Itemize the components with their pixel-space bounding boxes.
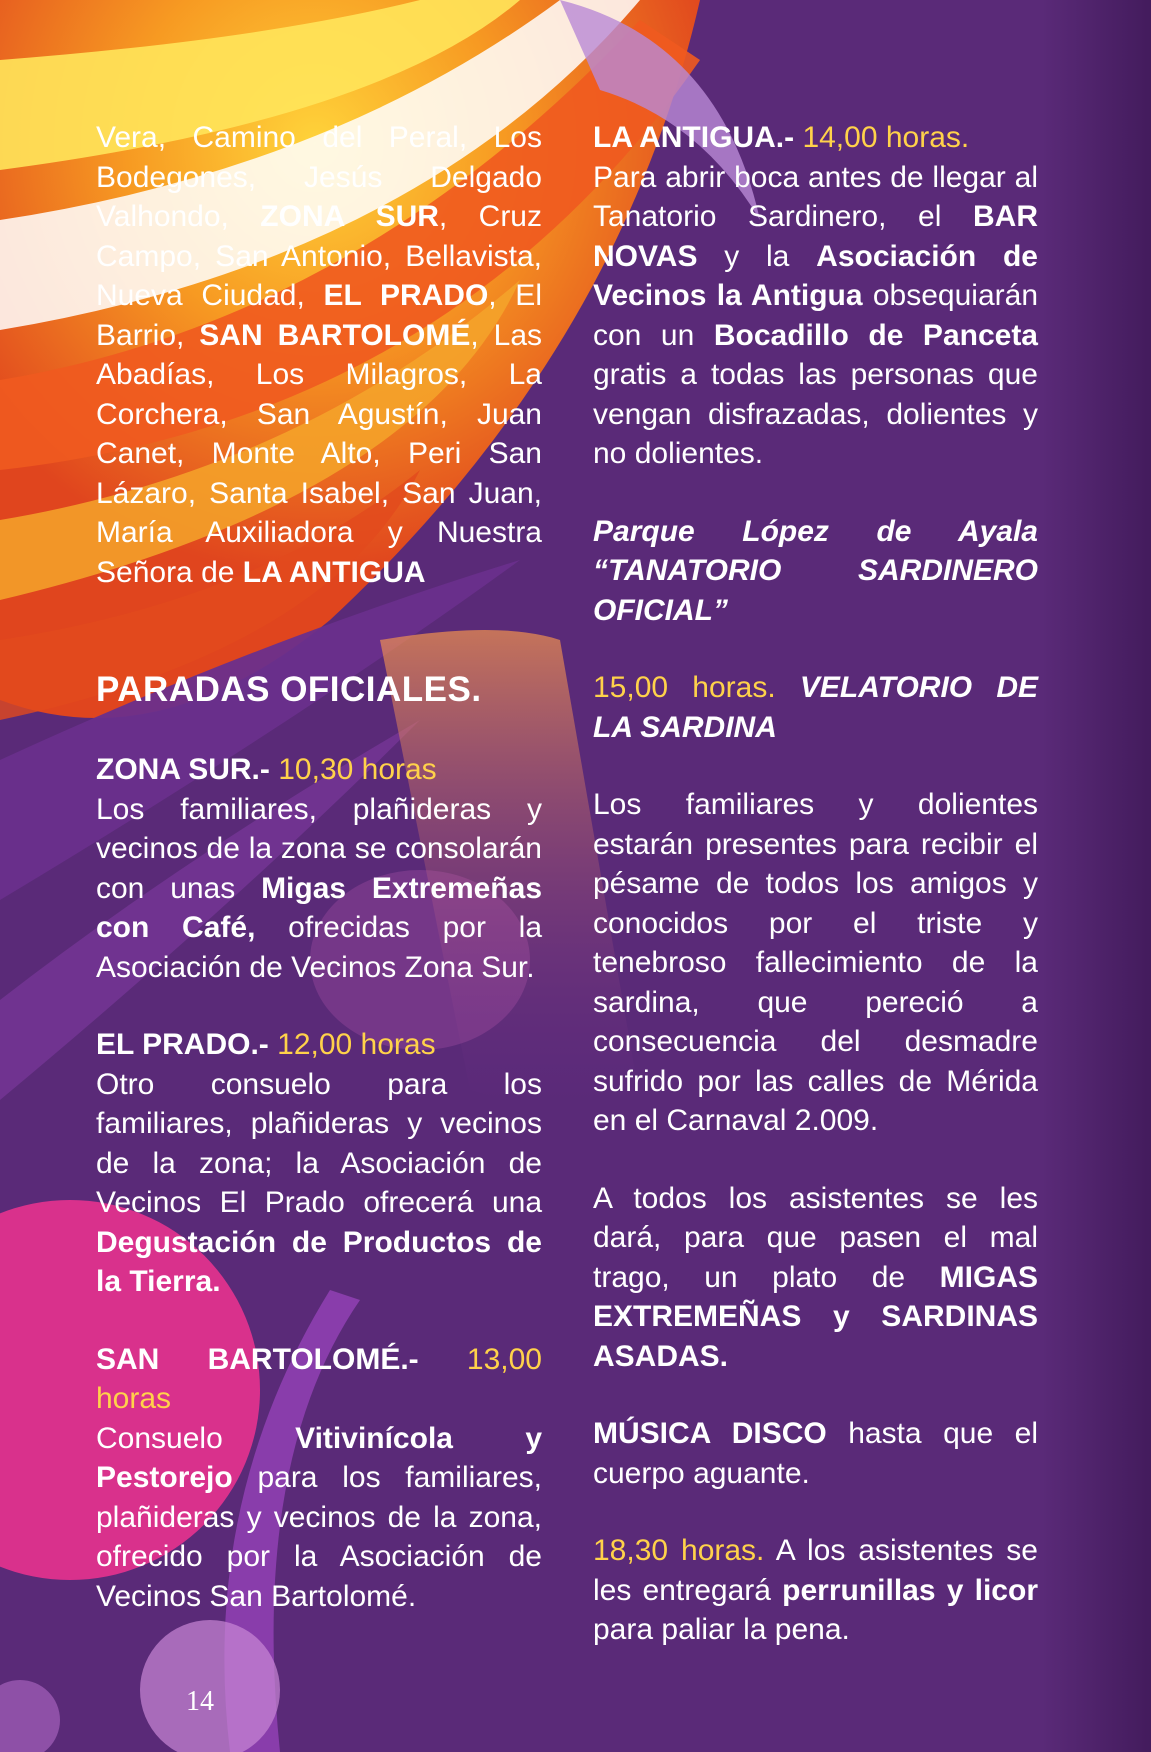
- right-column: [593, 118, 1038, 1650]
- velatorio-line: [593, 668, 1038, 747]
- stop-text: Consuelo: [96, 1421, 296, 1455]
- stop-text: Para abrir boca antes de llegar al Tanatorio Sardinero, el: [593, 160, 1038, 233]
- paragraph-text: para paliar la pena.: [593, 1613, 850, 1646]
- event-time: 15,00 horas.: [593, 671, 776, 704]
- districts-text: , Cruz Campo, San Antonio, Bellavista, Nueva Ciudad,: [96, 200, 542, 312]
- event-title: VELATORIO DE LA SARDINA: [593, 671, 1039, 744]
- districts-text: , Las Abadías, Los Milagros, La Corchera, San Agustín, Juan Canet, Monte Alto, Peri San Lázaro, Santa Isabel, San Juan, María Auxiliadora y Nuestra Señora de: [96, 318, 542, 589]
- stop-label: EL PRADO.-: [96, 1028, 269, 1061]
- page-number: 14: [186, 1686, 214, 1717]
- stop-time: 13,00 horas: [96, 1342, 542, 1415]
- stop-offer: Degustación de Productos de la Tierra.: [96, 1225, 542, 1298]
- stop-la-antigua: [593, 118, 1038, 474]
- stop-label: SAN BARTOLOMÉ.-: [96, 1342, 419, 1376]
- section-heading: PARADAS OFICIALES.: [96, 670, 482, 709]
- stop-offer: Vitivinícola y Pestorejo: [96, 1421, 543, 1494]
- left-column: [96, 118, 542, 1616]
- stop-zona-sur: [96, 750, 542, 987]
- gift-offer: perrunillas y licor: [782, 1573, 1038, 1607]
- asistentes-paragraph: [593, 1179, 1038, 1377]
- districts-text: , El Barrio,: [96, 279, 542, 352]
- venue-title: Parque López de Ayala “TANATORIO SARDINERO OFICIAL”: [593, 514, 1038, 627]
- paragraph-text: A los asistentes se les entregará: [593, 1534, 1038, 1607]
- association-name: Asociación de Vecinos la Antigua: [593, 239, 1038, 312]
- district-san-bartolome: SAN BARTOLOMÉ: [199, 318, 471, 352]
- familiares-paragraph: Los familiares y dolientes estarán presentes para recibir el pésame de todos los amigos y conocidos por el triste y tenebroso fallecimiento de la sardina, que pereció a consecuencia del desmadre sufrido por las calles de Mérida en el Carnaval 2.009.: [593, 788, 1038, 1137]
- stop-text: Otro consuelo para los familiares, plañideras y vecinos de la zona; la Asociación de Vecinos El Prado ofrecerá una: [96, 1067, 542, 1219]
- music-label: MÚSICA DISCO: [593, 1417, 827, 1450]
- districts-text: Vera, Camino del Peral, Los Bodegones, Jesús Delgado Valhondo,: [96, 121, 542, 233]
- stop-text: obsequiarán con un: [593, 279, 1038, 352]
- stop-text: gratis a todas las personas que vengan disfrazadas, dolientes y no dolientes.: [593, 358, 1038, 470]
- final-paragraph: [593, 1531, 1038, 1650]
- stop-label: ZONA SUR.-: [96, 753, 270, 786]
- stop-el-prado: [96, 1025, 542, 1302]
- stop-time: 14,00 horas.: [802, 121, 970, 154]
- stop-time: 10,30 horas: [278, 753, 437, 786]
- paragraph-text: A todos los asistentes se les dará, para que pasen el mal trago, un plato de: [593, 1181, 1038, 1294]
- districts-paragraph: [96, 118, 542, 592]
- stop-text: ofrecidas por la Asociación de Vecinos Zona Sur.: [96, 911, 543, 984]
- stop-text: Los familiares, plañideras y vecinos de la zona se consolarán con unas: [96, 792, 542, 905]
- paragraph-text: hasta que el cuerpo aguante.: [593, 1417, 1039, 1490]
- stop-offer: Bocadillo de Panceta: [713, 318, 1038, 352]
- stop-san-bartolome: [96, 1340, 542, 1617]
- musica-paragraph: [593, 1414, 1038, 1493]
- stop-time: 12,00 horas: [277, 1028, 436, 1061]
- stop-text: y la: [697, 239, 817, 273]
- stop-offer: Migas Extremeñas con Café,: [96, 871, 542, 944]
- district-el-prado: EL PRADO: [323, 279, 489, 312]
- menu-offer: MIGAS EXTREMEÑAS y SARDINAS ASADAS.: [593, 1260, 1038, 1373]
- district-zona-sur: ZONA SUR: [260, 200, 439, 233]
- event-time: 18,30 horas.: [593, 1534, 765, 1567]
- district-la-antigua: LA ANTIGUA: [242, 555, 426, 589]
- stop-text: para los familiares, plañideras y vecinos de la zona, ofrecido por la Asociación de Vecinos San Bartolomé.: [96, 1461, 542, 1613]
- bar-novas: BAR NOVAS: [593, 200, 1038, 273]
- stop-label: LA ANTIGUA.-: [593, 121, 795, 154]
- page-edge-shadow: [1041, 0, 1151, 1752]
